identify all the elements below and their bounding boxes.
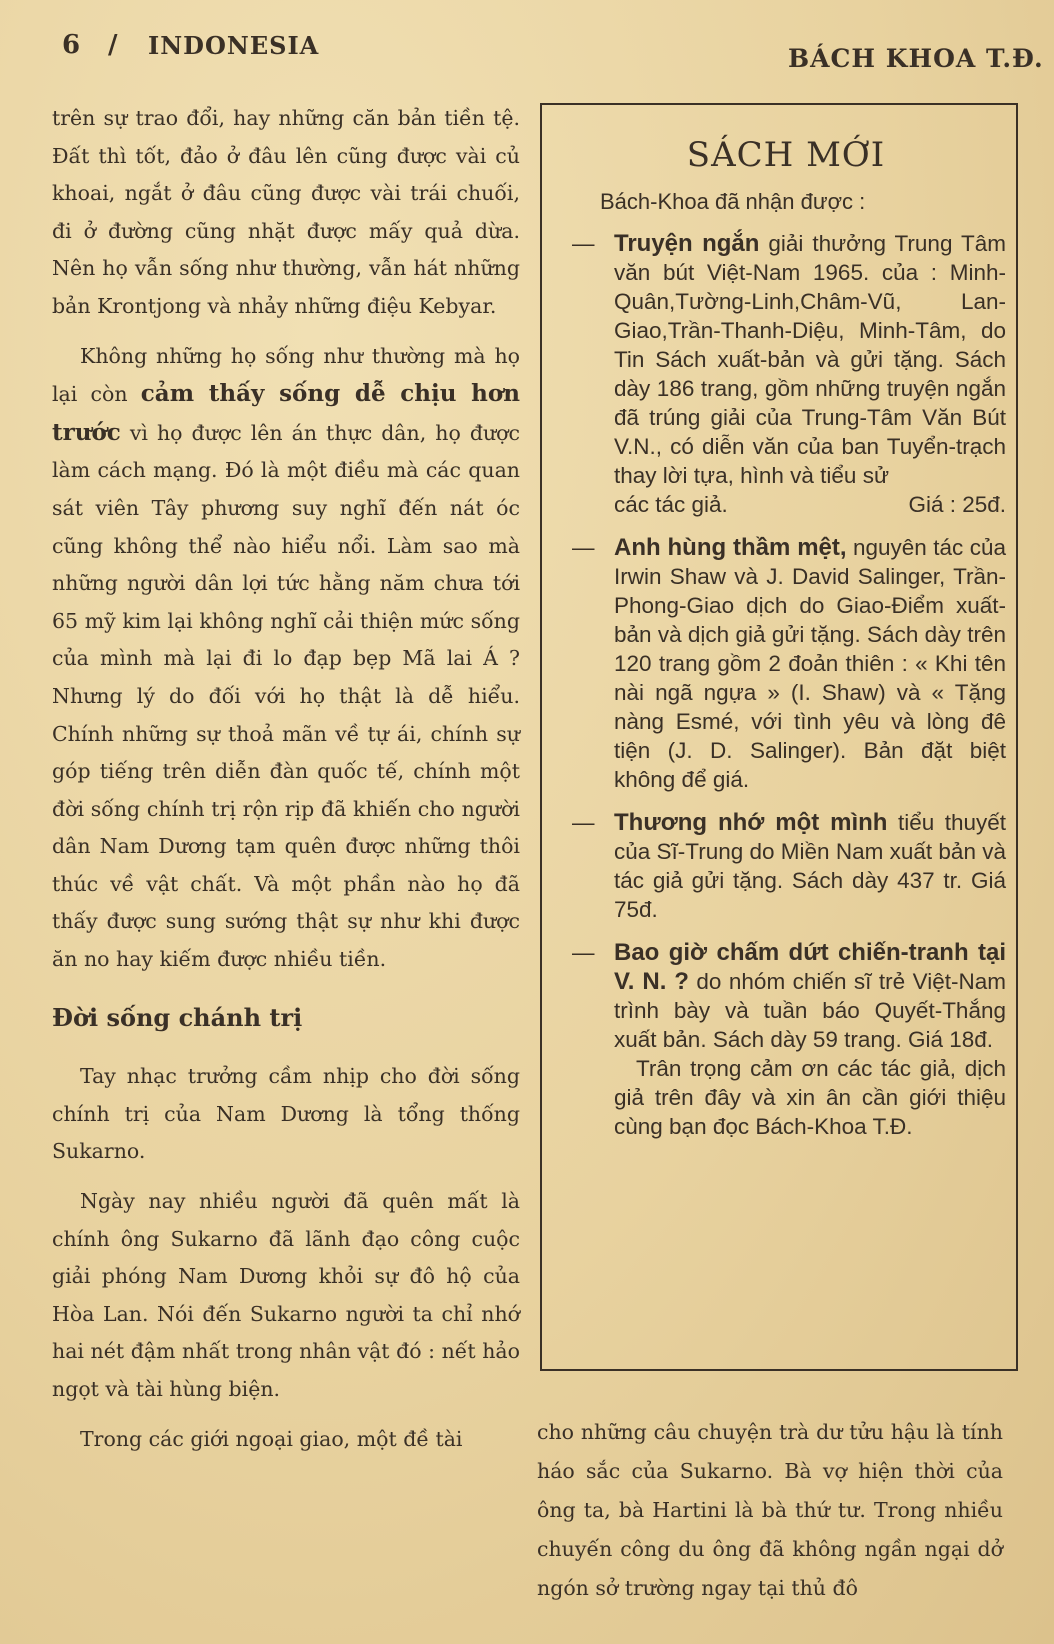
entry-dash: — bbox=[572, 810, 595, 835]
paragraph-3: Tay nhạc trưởng cầm nhịp cho đời sống chính trị của Nam Dương là tổng thống Sukarno. bbox=[52, 1064, 520, 1164]
book-description: tiểu thuyết của Sĩ-Trung do Miền Nam xuất bản và tác giả gửi tặng. Sách dày 437 tr. Giá 75đ. bbox=[614, 810, 1006, 922]
page-header bbox=[0, 0, 1054, 80]
book-entry bbox=[566, 229, 1006, 519]
entry-dash: — bbox=[572, 940, 595, 965]
section-title: INDONESIA bbox=[148, 31, 320, 60]
book-title: Thương nhớ một mình bbox=[614, 809, 888, 836]
box-title: SÁCH MỚI bbox=[686, 135, 886, 175]
entry-dash: — bbox=[572, 231, 595, 256]
box-intro: Bách-Khoa đã nhận được : bbox=[600, 189, 866, 214]
book-entry bbox=[566, 533, 1006, 794]
paragraph-1: trên sự trao đổi, hay những căn bản tiền tệ. Đất thì tốt, đảo ở đâu lên cũng được vài củ khoai, ngắt ở đâu cũng được vài trái chuối, đi ở đường cũng nhặt được mấy quả dừa. Nên họ vẫn sống như thường, vẫn hát những bản Krontjong và nhảy những điệu Kebyar. bbox=[52, 106, 520, 318]
subheading: Đời sống chánh trị bbox=[52, 1002, 303, 1032]
entry-dash: — bbox=[572, 535, 595, 560]
paragraph-2-rest: vì họ được lên án thực dân, họ được làm cách mạng. Đó là một điều mà các quan sát viên Tây phương suy nghĩ đến nát óc cũng không thể nào hiểu nổi. Làm sao mà những người dân lợi tức hằng năm chưa tới 65 mỹ kim lại không nghĩ cải thiện mức sống của mình mà lại đi lo đạp bẹp Mã lai Á ? Nhưng lý do đối với họ thật là dễ hiểu. Chính những sự thoả mãn về tự ái, chính sự góp tiếng trên diễn đàn quốc tế, chính một đời sống chính trị rộn rịp đã khiến cho người dân Nam Dương tạm quên được những thôi thúc về vật chất. Và một phần nào họ đã thấy được sung sướng thật sự như khi được ăn no hay kiếm được nhiều tiền. bbox=[52, 420, 520, 972]
journal-title: BÁCH KHOA T.Đ. bbox=[788, 44, 1044, 73]
thanks-note: Trân trọng cảm ơn các tác giả, dịch giả trên đây và xin ân cần giới thiệu cùng bạn đọc Bách-Khoa T.Đ. bbox=[614, 1056, 1006, 1139]
book-description-end: các tác giả. bbox=[614, 492, 728, 517]
book-entry bbox=[566, 808, 1006, 924]
page-number: 6 bbox=[62, 30, 82, 60]
new-books-box bbox=[540, 103, 1018, 1371]
header-separator: / bbox=[108, 30, 118, 60]
book-title: Bao giờ chấm dứt chiến-tranh tại V. N. ? bbox=[614, 939, 1006, 995]
book-title: Anh hùng thầm mệt, bbox=[614, 534, 847, 561]
book-price-line bbox=[614, 490, 1006, 519]
paragraph-4: Ngày nay nhiều người đã quên mất là chính ông Sukarno đã lãnh đạo công cuộc giải phóng Nam Dương khỏi sự đô hộ của Hòa Lan. Nói đến Sukarno người ta chỉ nhớ hai nét đậm nhất trong nhân vật đó : nết hảo ngọt và tài hùng biện. bbox=[52, 1189, 520, 1401]
paragraph-2-start: Không những họ sống như thường mà họ lại còn bbox=[52, 343, 520, 407]
book-description: nguyên tác của Irwin Shaw và J. David Salinger, Trần-Phong-Giao dịch do Giao-Điểm xuất-bản và dịch giả gửi tặng. Sách dày trên 120 trang gồm 2 đoản thiên : « Khi tên nài ngã ngựa » (I. Shaw) và « Tặng nàng Esmé, với tình yêu và lòng đê tiện (J. D. Salinger). Bản đặt biệt không để giá. bbox=[614, 535, 1006, 792]
book-description: giải thưởng Trung Tâm văn bút Việt-Nam 1965. của : Minh-Quân,Tường-Linh,Châm-Vũ, Lan-Giao,Trần-Thanh-Diệu, Minh-Tâm, do Tin Sách xuất-bản và gửi tặng. Sách dày 186 trang, gồm những truyện ngắn đã trúng giải của Trung-Tâm Văn Bút V.N., có diễn văn của ban Tuyển-trạch thay lời tựa, hình và tiểu sử bbox=[614, 231, 1007, 488]
paragraph-5: Trong các giới ngoại giao, một đề tài bbox=[80, 1426, 463, 1451]
book-price: Giá : 25đ. bbox=[908, 492, 1006, 517]
book-description: do nhóm chiến sĩ trẻ Việt-Nam trình bày và tuần báo Quyết-Thắng xuất bản. Sách dày 59 trang. Giá 18đ. bbox=[614, 969, 1006, 1052]
book-entry bbox=[566, 938, 1006, 1054]
right-column-continuation: cho những câu chuyện trà dư tửu hậu là tính háo sắc của Sukarno. Bà vợ hiện thời của ông ta, bà Hartini là bà thứ tư. Trong nhiều chuyến công du ông đã không ngần ngại dở ngón sở trường ngay tại thủ đô bbox=[537, 1420, 1003, 1600]
book-title: Truyện ngắn bbox=[614, 230, 760, 257]
left-column bbox=[52, 100, 520, 1458]
paragraph-2 bbox=[52, 338, 520, 979]
paragraph-2-emphasis: cảm thấy sống dễ chịu hơn trước bbox=[52, 380, 520, 446]
